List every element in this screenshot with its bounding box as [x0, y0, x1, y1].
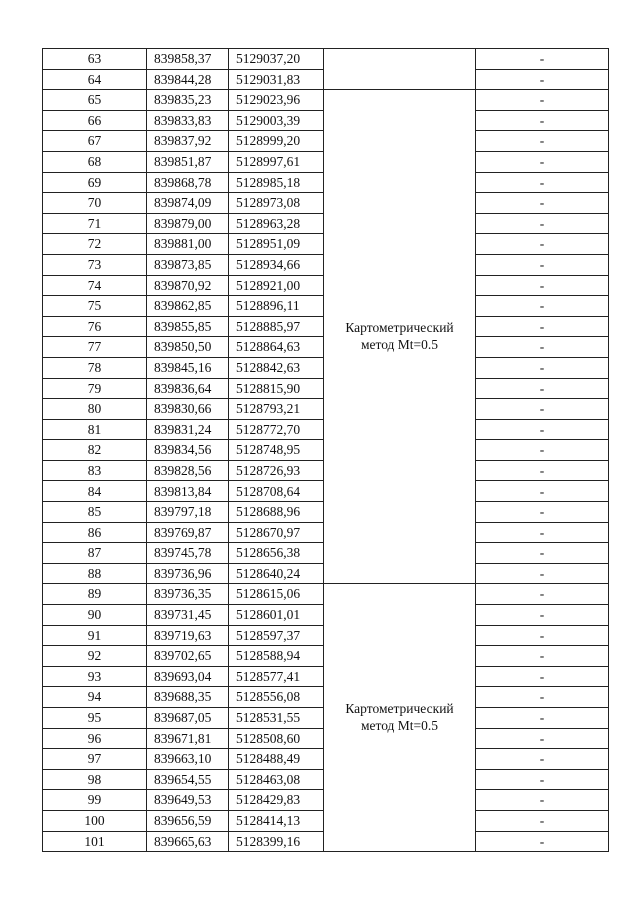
dash-value-cell: -	[476, 687, 609, 708]
dash-value-cell: -	[476, 90, 609, 111]
point-number-cell: 73	[43, 254, 147, 275]
y-coordinate-cell: 5128429,83	[229, 790, 324, 811]
point-number-cell: 78	[43, 357, 147, 378]
method-accuracy-line: метод Mt=0.5	[360, 717, 439, 733]
point-number-cell: 64	[43, 69, 147, 90]
point-number-cell: 82	[43, 440, 147, 461]
y-coordinate-cell: 5128997,61	[229, 151, 324, 172]
x-coordinate-cell: 839850,50	[147, 337, 229, 358]
method-name-line: Картометрический	[345, 319, 454, 335]
x-coordinate-cell: 839858,37	[147, 49, 229, 70]
x-coordinate-cell: 839736,96	[147, 563, 229, 584]
point-number-cell: 94	[43, 687, 147, 708]
y-coordinate-cell: 5128793,21	[229, 399, 324, 420]
dash-value-cell: -	[476, 502, 609, 523]
dash-value-cell: -	[476, 440, 609, 461]
point-number-cell: 97	[43, 749, 147, 770]
dash-value-cell: -	[476, 481, 609, 502]
point-number-cell: 88	[43, 563, 147, 584]
x-coordinate-cell: 839719,63	[147, 625, 229, 646]
point-number-cell: 65	[43, 90, 147, 111]
point-number-cell: 92	[43, 646, 147, 667]
point-number-cell: 100	[43, 810, 147, 831]
y-coordinate-cell: 5128463,08	[229, 769, 324, 790]
dash-value-cell: -	[476, 666, 609, 687]
x-coordinate-cell: 839828,56	[147, 460, 229, 481]
dash-value-cell: -	[476, 193, 609, 214]
x-coordinate-cell: 839837,92	[147, 131, 229, 152]
dash-value-cell: -	[476, 749, 609, 770]
y-coordinate-cell: 5128708,64	[229, 481, 324, 502]
y-coordinate-cell: 5128842,63	[229, 357, 324, 378]
y-coordinate-cell: 5129023,96	[229, 90, 324, 111]
x-coordinate-cell: 839831,24	[147, 419, 229, 440]
x-coordinate-cell: 839687,05	[147, 708, 229, 729]
x-coordinate-cell: 839851,87	[147, 151, 229, 172]
point-number-cell: 91	[43, 625, 147, 646]
x-coordinate-cell: 839835,23	[147, 90, 229, 111]
y-coordinate-cell: 5128999,20	[229, 131, 324, 152]
x-coordinate-cell: 839649,53	[147, 790, 229, 811]
y-coordinate-cell: 5128896,11	[229, 296, 324, 317]
point-number-cell: 69	[43, 172, 147, 193]
dash-value-cell: -	[476, 316, 609, 337]
x-coordinate-cell: 839745,78	[147, 543, 229, 564]
point-number-cell: 93	[43, 666, 147, 687]
point-number-cell: 66	[43, 110, 147, 131]
x-coordinate-cell: 839874,09	[147, 193, 229, 214]
y-coordinate-cell: 5128985,18	[229, 172, 324, 193]
x-coordinate-cell: 839870,92	[147, 275, 229, 296]
point-number-cell: 95	[43, 708, 147, 729]
x-coordinate-cell: 839797,18	[147, 502, 229, 523]
x-coordinate-cell: 839830,66	[147, 399, 229, 420]
x-coordinate-cell: 839881,00	[147, 234, 229, 255]
dash-value-cell: -	[476, 563, 609, 584]
point-number-cell: 87	[43, 543, 147, 564]
x-coordinate-cell: 839836,64	[147, 378, 229, 399]
x-coordinate-cell: 839879,00	[147, 213, 229, 234]
dash-value-cell: -	[476, 213, 609, 234]
dash-value-cell: -	[476, 625, 609, 646]
x-coordinate-cell: 839834,56	[147, 440, 229, 461]
method-name-line: Картометрический	[345, 700, 454, 716]
point-number-cell: 101	[43, 831, 147, 852]
x-coordinate-cell: 839665,63	[147, 831, 229, 852]
point-number-cell: 72	[43, 234, 147, 255]
point-number-cell: 81	[43, 419, 147, 440]
y-coordinate-cell: 5128726,93	[229, 460, 324, 481]
y-coordinate-cell: 5128815,90	[229, 378, 324, 399]
point-number-cell: 71	[43, 213, 147, 234]
x-coordinate-cell: 839844,28	[147, 69, 229, 90]
dash-value-cell: -	[476, 831, 609, 852]
x-coordinate-cell: 839663,10	[147, 749, 229, 770]
point-number-cell: 96	[43, 728, 147, 749]
y-coordinate-cell: 5129037,20	[229, 49, 324, 70]
point-number-cell: 63	[43, 49, 147, 70]
point-number-cell: 75	[43, 296, 147, 317]
dash-value-cell: -	[476, 584, 609, 605]
point-number-cell: 67	[43, 131, 147, 152]
point-number-cell: 77	[43, 337, 147, 358]
dash-value-cell: -	[476, 790, 609, 811]
dash-value-cell: -	[476, 399, 609, 420]
y-coordinate-cell: 5128656,38	[229, 543, 324, 564]
point-number-cell: 85	[43, 502, 147, 523]
dash-value-cell: -	[476, 172, 609, 193]
y-coordinate-cell: 5128508,60	[229, 728, 324, 749]
dash-value-cell: -	[476, 605, 609, 626]
y-coordinate-cell: 5128399,16	[229, 831, 324, 852]
dash-value-cell: -	[476, 275, 609, 296]
table-row	[43, 49, 609, 70]
x-coordinate-cell: 839654,55	[147, 769, 229, 790]
x-coordinate-cell: 839845,16	[147, 357, 229, 378]
y-coordinate-cell: 5128973,08	[229, 193, 324, 214]
x-coordinate-cell: 839688,35	[147, 687, 229, 708]
point-number-cell: 68	[43, 151, 147, 172]
x-coordinate-cell: 839868,78	[147, 172, 229, 193]
dash-value-cell: -	[476, 296, 609, 317]
y-coordinate-cell: 5128556,08	[229, 687, 324, 708]
point-number-cell: 84	[43, 481, 147, 502]
table-row	[43, 90, 609, 111]
y-coordinate-cell: 5128488,49	[229, 749, 324, 770]
dash-value-cell: -	[476, 234, 609, 255]
point-number-cell: 80	[43, 399, 147, 420]
dash-value-cell: -	[476, 69, 609, 90]
method-cell	[324, 90, 476, 584]
dash-value-cell: -	[476, 151, 609, 172]
point-number-cell: 90	[43, 605, 147, 626]
point-number-cell: 79	[43, 378, 147, 399]
table-row	[43, 584, 609, 605]
y-coordinate-cell: 5128588,94	[229, 646, 324, 667]
dash-value-cell: -	[476, 522, 609, 543]
y-coordinate-cell: 5128414,13	[229, 810, 324, 831]
x-coordinate-cell: 839855,85	[147, 316, 229, 337]
coordinates-table	[42, 48, 609, 852]
method-cell-empty	[324, 49, 476, 90]
dash-value-cell: -	[476, 708, 609, 729]
y-coordinate-cell: 5128772,70	[229, 419, 324, 440]
y-coordinate-cell: 5128597,37	[229, 625, 324, 646]
y-coordinate-cell: 5128951,09	[229, 234, 324, 255]
method-accuracy-line: метод Mt=0.5	[360, 336, 439, 352]
dash-value-cell: -	[476, 49, 609, 70]
point-number-cell: 70	[43, 193, 147, 214]
dash-value-cell: -	[476, 378, 609, 399]
dash-value-cell: -	[476, 357, 609, 378]
y-coordinate-cell: 5129031,83	[229, 69, 324, 90]
dash-value-cell: -	[476, 460, 609, 481]
dash-value-cell: -	[476, 254, 609, 275]
dash-value-cell: -	[476, 110, 609, 131]
y-coordinate-cell: 5128885,97	[229, 316, 324, 337]
dash-value-cell: -	[476, 728, 609, 749]
point-number-cell: 89	[43, 584, 147, 605]
x-coordinate-cell: 839702,65	[147, 646, 229, 667]
x-coordinate-cell: 839862,85	[147, 296, 229, 317]
y-coordinate-cell: 5128640,24	[229, 563, 324, 584]
x-coordinate-cell: 839731,45	[147, 605, 229, 626]
y-coordinate-cell: 5128921,00	[229, 275, 324, 296]
x-coordinate-cell: 839873,85	[147, 254, 229, 275]
y-coordinate-cell: 5128531,55	[229, 708, 324, 729]
y-coordinate-cell: 5128748,95	[229, 440, 324, 461]
y-coordinate-cell: 5128670,97	[229, 522, 324, 543]
coordinates-table-body	[43, 49, 609, 852]
point-number-cell: 74	[43, 275, 147, 296]
point-number-cell: 99	[43, 790, 147, 811]
point-number-cell: 83	[43, 460, 147, 481]
y-coordinate-cell: 5128934,66	[229, 254, 324, 275]
dash-value-cell: -	[476, 543, 609, 564]
x-coordinate-cell: 839769,87	[147, 522, 229, 543]
x-coordinate-cell: 839813,84	[147, 481, 229, 502]
x-coordinate-cell: 839736,35	[147, 584, 229, 605]
dash-value-cell: -	[476, 769, 609, 790]
x-coordinate-cell: 839671,81	[147, 728, 229, 749]
dash-value-cell: -	[476, 810, 609, 831]
y-coordinate-cell: 5128963,28	[229, 213, 324, 234]
y-coordinate-cell: 5128577,41	[229, 666, 324, 687]
point-number-cell: 86	[43, 522, 147, 543]
x-coordinate-cell: 839693,04	[147, 666, 229, 687]
y-coordinate-cell: 5128864,63	[229, 337, 324, 358]
dash-value-cell: -	[476, 131, 609, 152]
y-coordinate-cell: 5129003,39	[229, 110, 324, 131]
x-coordinate-cell: 839833,83	[147, 110, 229, 131]
point-number-cell: 98	[43, 769, 147, 790]
method-cell	[324, 584, 476, 852]
y-coordinate-cell: 5128615,06	[229, 584, 324, 605]
dash-value-cell: -	[476, 646, 609, 667]
y-coordinate-cell: 5128601,01	[229, 605, 324, 626]
point-number-cell: 76	[43, 316, 147, 337]
dash-value-cell: -	[476, 337, 609, 358]
x-coordinate-cell: 839656,59	[147, 810, 229, 831]
y-coordinate-cell: 5128688,96	[229, 502, 324, 523]
dash-value-cell: -	[476, 419, 609, 440]
